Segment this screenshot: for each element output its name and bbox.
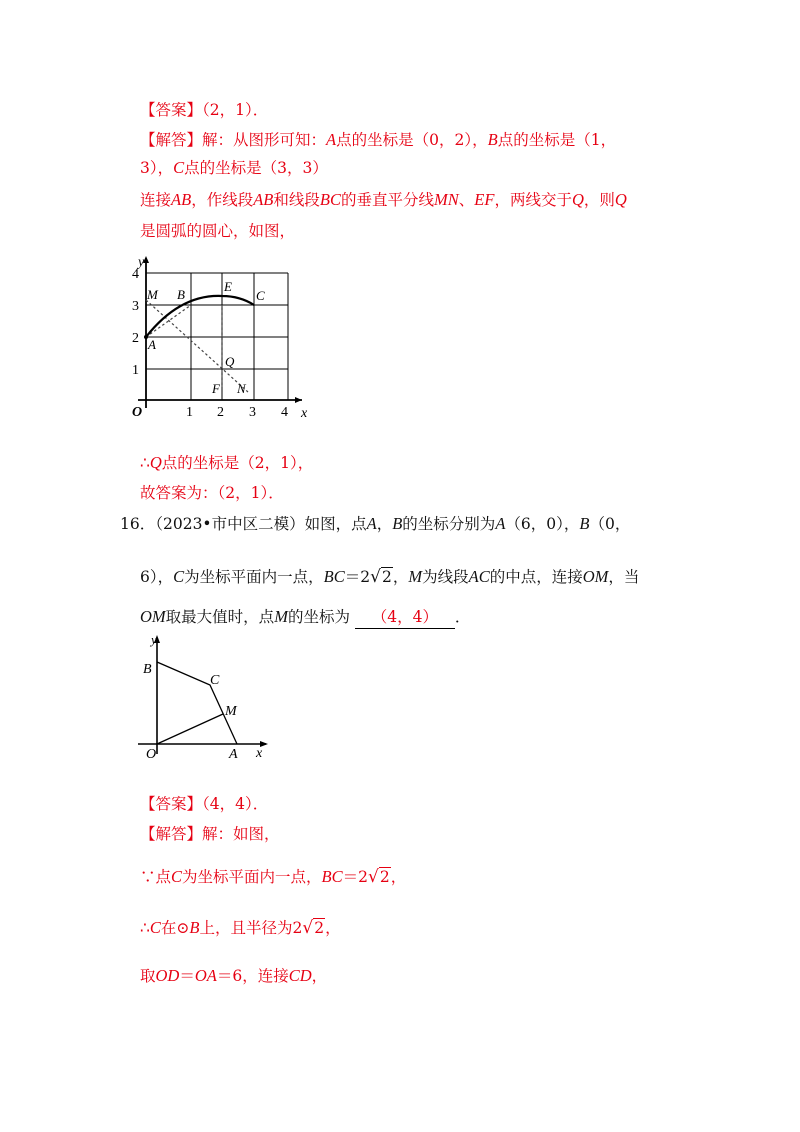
label-e: E [224,279,232,294]
construction-lines [146,300,248,392]
sqrt-symbol: √2 [302,918,325,938]
figure-lines [157,662,237,744]
solution-line-1: 【解答】解：从图形可知：A点的坐标是（0，2），B点的坐标是（1， [140,130,617,149]
label-c: C [210,673,220,688]
solution-line-3: 连接AB，作线段AB和线段BC的垂直平分线MN、EF，两线交于Q，则Q [140,190,627,209]
y-tick-4: 4 [132,267,139,282]
sqrt-symbol: √2 [368,867,390,887]
label-a: A [148,337,156,352]
figure-1 [130,250,320,425]
x-tick-2: 2 [217,405,224,420]
answer-value-2: （4，4）． [202,795,269,813]
y-axis-label: y [138,255,145,270]
solution-tag: 【解答】 [140,131,203,149]
figure-2 [138,630,278,765]
conclusion-line: ∴Q点的坐标是（2，1）， [140,453,314,472]
y-axis-label: y [151,632,157,647]
solution-line-5: 【解答】解：如图， [140,825,280,843]
answer-line-2 [140,793,268,815]
solution-tag-2: 【解答】 [140,825,203,843]
arc [146,296,254,337]
label-q: Q [225,354,235,369]
q16-line-3: OM取最大值时，点M的坐标为 （4，4） ． [140,606,470,629]
sqrt-symbol: √2 [370,567,392,587]
x-axis-label: x [301,406,308,421]
q16-line-2: 6），C为坐标平面内一点，BC＝2√2，M为线段AC的中点，连接OM，当 [140,567,640,587]
axes [138,258,302,408]
y-tick-3: 3 [132,299,139,314]
y-tick-1: 1 [132,363,139,378]
label-m: M [147,287,158,302]
x-tick-3: 3 [249,405,256,420]
solution-line-2: 3），C点的坐标是（3，3） [140,158,328,177]
answer-tag: 【答案】 [140,101,203,119]
answer-tag-2: 【答案】 [140,795,203,813]
solution-line-7: ∴C在⊙B上，且半径为2√2， [140,918,341,938]
label-n: N [237,381,246,396]
label-m: M [225,704,237,719]
x-arrow [295,397,302,403]
q16-line-1: 16．（2023•市中区二模）如图，点A，B的坐标分别为A（6，0），B（0， [120,514,631,533]
label-a: A [229,747,238,762]
solution-line-4: 是圆弧的圆心，如图， [140,222,296,240]
label-b: B [177,287,185,302]
final-answer-line: 故答案为：（2，1）． [140,484,284,502]
question-source: （2023•市中区二模） [155,515,305,533]
question-number: 16． [120,515,156,533]
solution-line-6: ∵点C为坐标平面内一点，BC＝2√2， [140,867,407,887]
answer-line-1 [140,99,268,121]
x-axis-label: x [256,746,263,761]
answer-value: （2，1）． [202,101,269,119]
y-tick-2: 2 [132,331,139,346]
origin-label: O [132,405,143,420]
solution-line-8: 取OD＝OA＝6，连接CD， [140,966,328,985]
label-c: C [256,288,265,303]
label-f: F [212,381,220,396]
answer-blank: （4，4） [355,606,455,629]
x-tick-1: 1 [186,405,193,420]
label-o: O [146,747,157,762]
label-b: B [143,662,152,677]
x-tick-4: 4 [281,405,288,420]
